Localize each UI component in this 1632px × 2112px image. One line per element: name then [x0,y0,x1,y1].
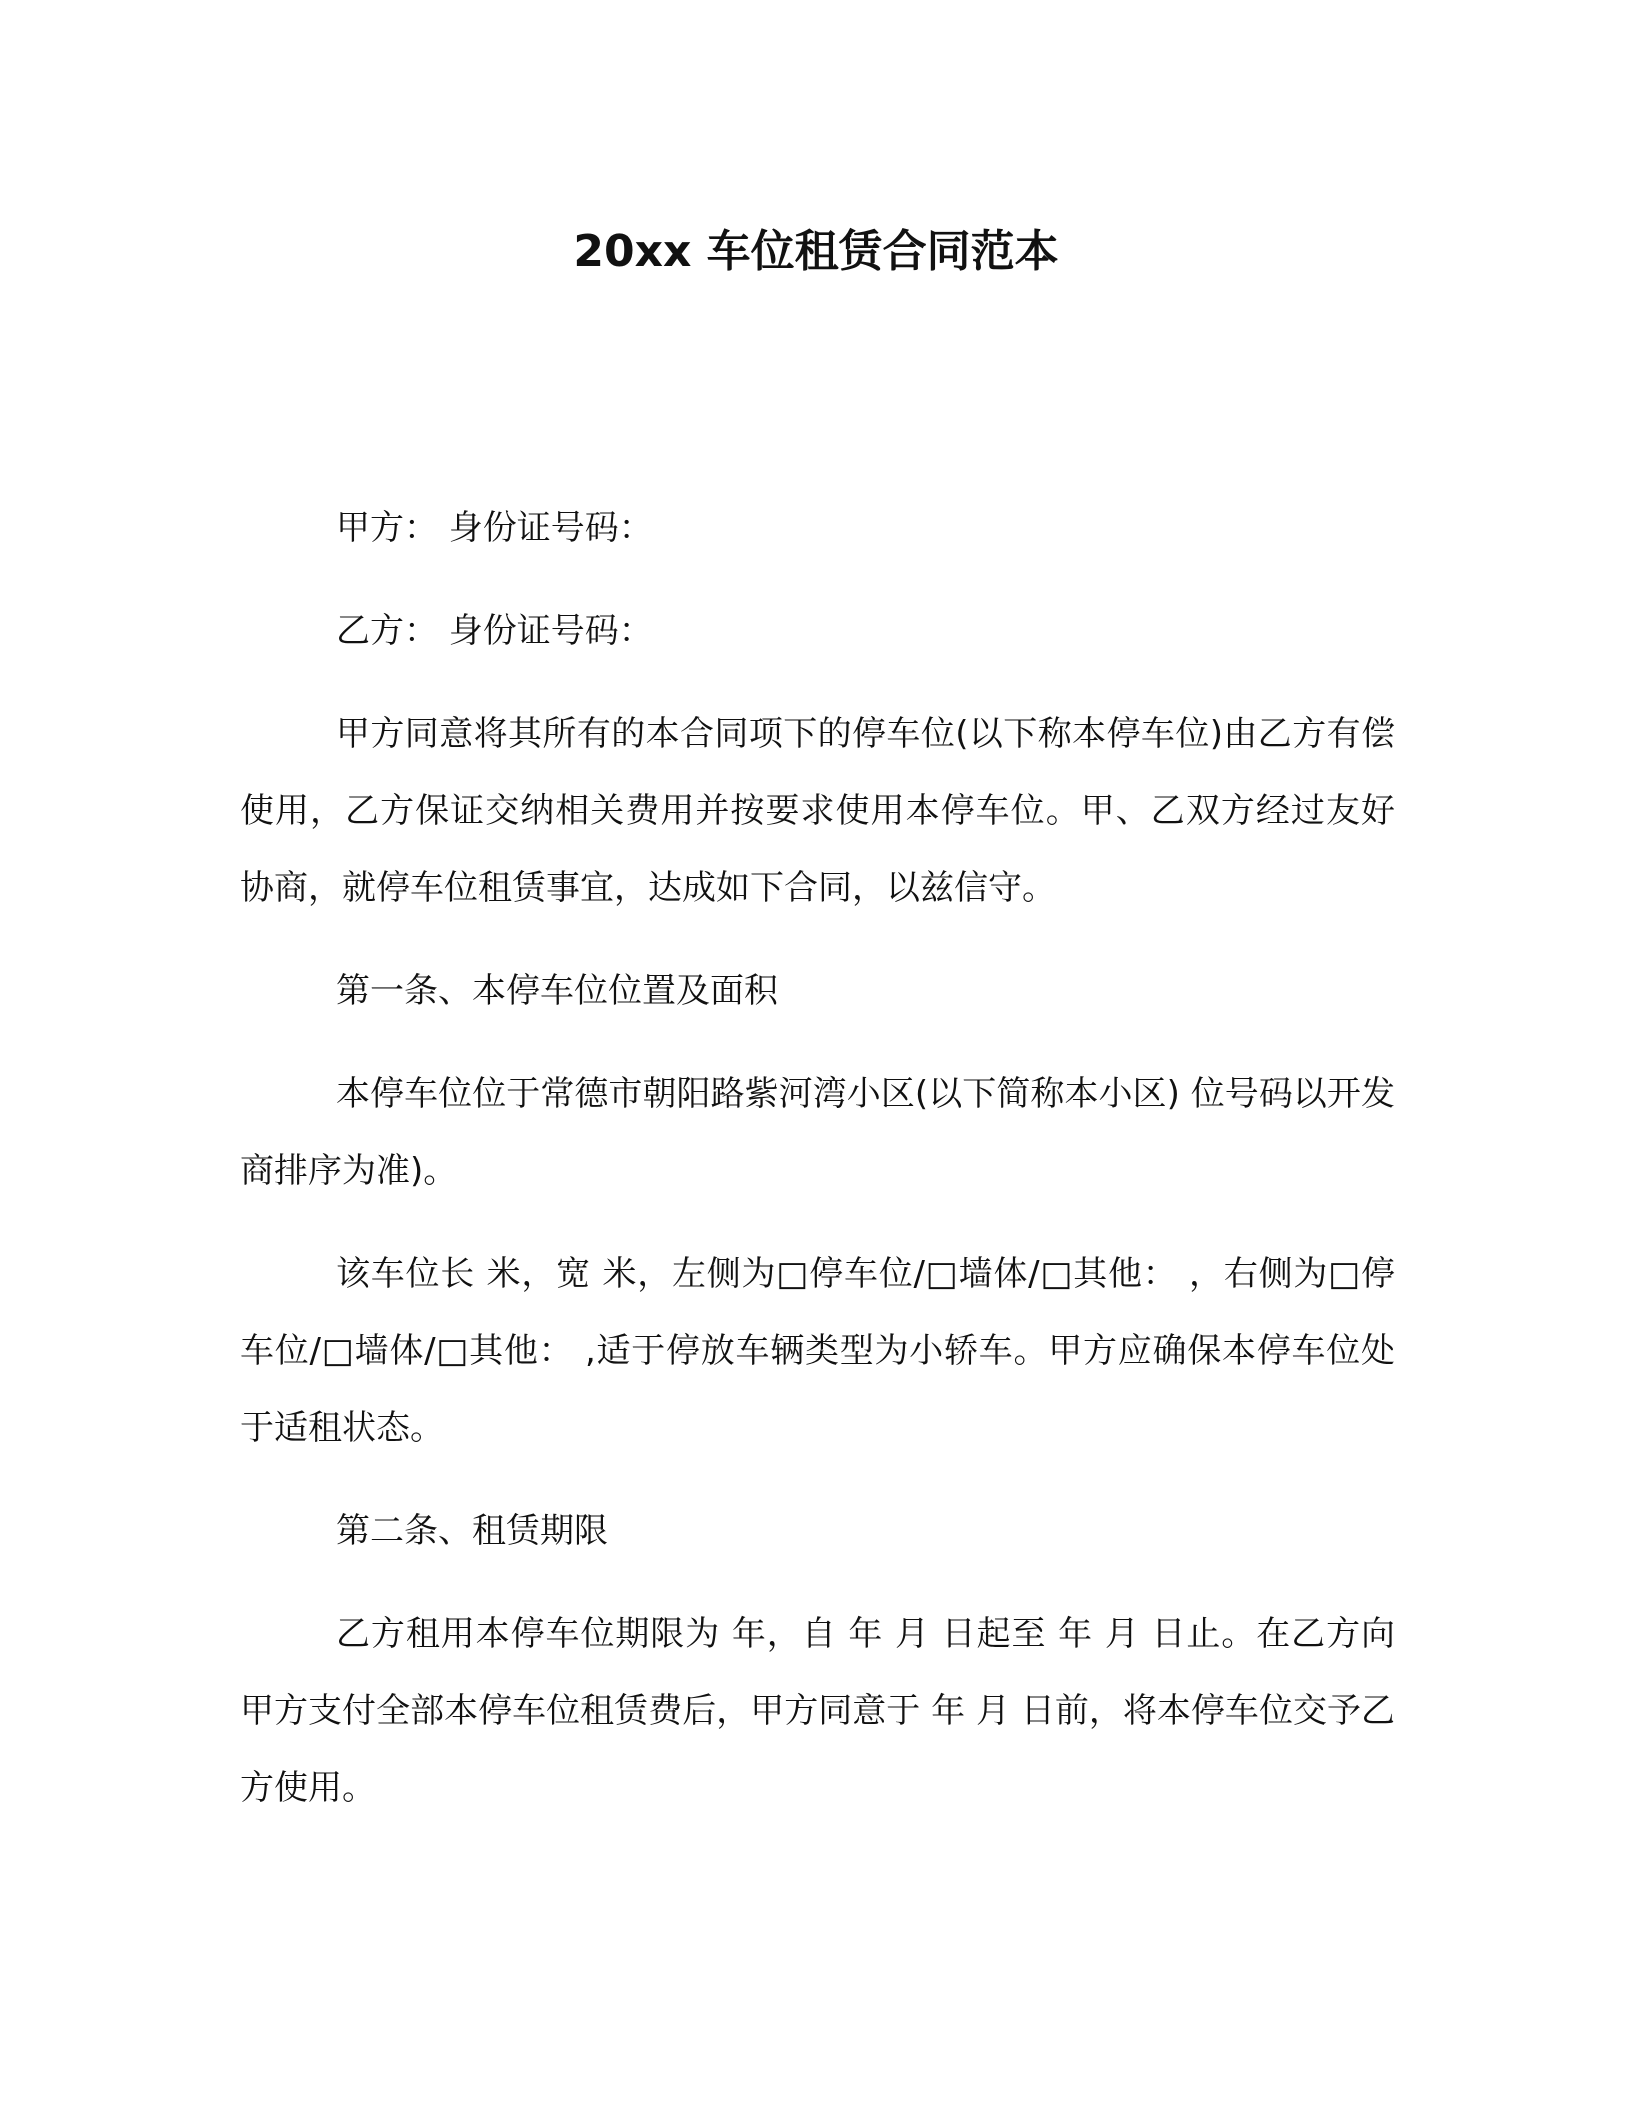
article2-term-paragraph: 乙方租用本停车位期限为 年，自 年 月 日起至 年 月 日止。在乙方向甲方支付全部本停车位租赁费后，甲方同意于 年 月 日前，将本停车位交予乙方使用。 [240,1614,1395,1808]
party-a-line: 甲方： 身份证号码： [336,508,653,548]
article1-location-paragraph: 本停车位位于常德市朝阳路紫河湾小区(以下简称本小区) 位号码以开发商排序为准)。 [240,1074,1395,1191]
article2-heading: 第二条、租赁期限 [336,1511,608,1551]
article1-heading: 第一条、本停车位位置及面积 [336,971,778,1011]
intro-paragraph: 甲方同意将其所有的本合同项下的停车位(以下称本停车位)由乙方有偿使用，乙方保证交纳相关费用并按要求使用本停车位。甲、乙双方经过友好协商，就停车位租赁事宜，达成如下合同，以兹信守。 [240,714,1395,908]
document-title: 20xx 车位租赁合同范本 [573,226,1059,277]
article1-size-paragraph: 该车位长 米，宽 米，左侧为□停车位/□墙体/□其他： ，右侧为□停车位/□墙体/□其他： ,适于停放车辆类型为小轿车。甲方应确保本停车位处于适租状态。 [240,1254,1395,1448]
document-body [240,490,1395,1853]
party-b-line: 乙方： 身份证号码： [336,611,653,651]
